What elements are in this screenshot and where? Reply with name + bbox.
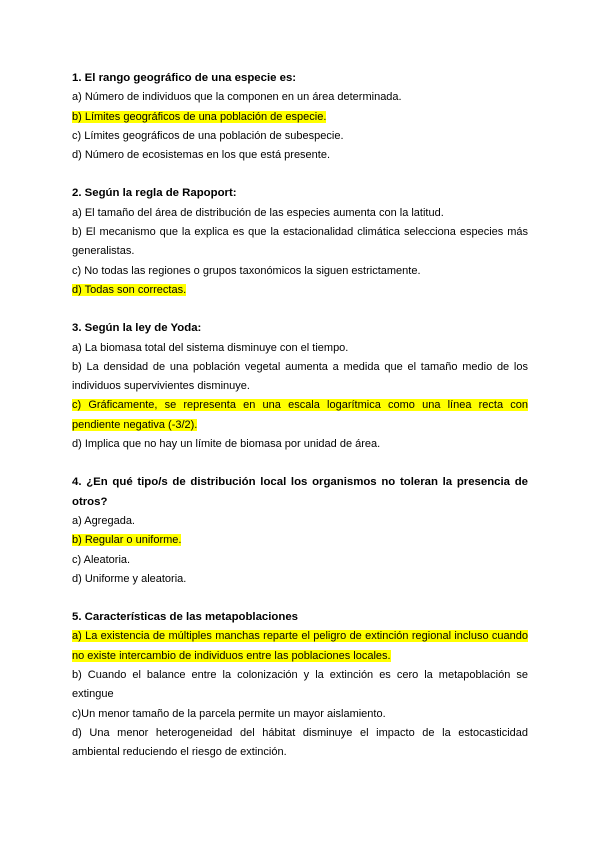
highlighted-answer: b) Regular o uniforme. — [72, 534, 182, 547]
option-b: b) La densidad de una población vegetal aumenta a medida que el tamaño medio de los individuos supervivientes disminuye. — [72, 360, 528, 393]
option-d: d) Uniforme y aleatoria. — [72, 572, 187, 585]
question-1 — [72, 69, 528, 165]
option-a — [72, 627, 528, 666]
option-a: a) El tamaño del área de distribución de las especies aumenta con la latitud. — [72, 206, 444, 219]
question-title: 3. Según la ley de Yoda: — [72, 322, 202, 335]
question-title: 5. Características de las metapoblaciones — [72, 611, 299, 624]
option-d — [72, 281, 528, 300]
question-title: 2. Según la regla de Rapoport: — [72, 187, 237, 200]
option-d: d) Implica que no hay un límite de biomasa por unidad de área. — [72, 438, 381, 451]
option-d: d) Número de ecosistemas en los que está presente. — [72, 149, 331, 162]
question-title: 1. El rango geográfico de una especie es: — [72, 72, 297, 84]
question-title: 4. ¿En qué tipo/s de distribución local los organismos no toleran la presencia de otros? — [72, 476, 528, 508]
option-a: a) Número de individuos que la componen en un área determinada. — [72, 91, 402, 104]
highlighted-answer: c) Gráficamente, se representa en una escala logarítmica como una línea recta con pendiente negativa (-3/2). — [72, 399, 528, 431]
option-c: c) Aleatoria. — [72, 553, 131, 566]
question-4 — [72, 473, 528, 589]
option-a: a) Agregada. — [72, 514, 135, 527]
highlighted-answer: d) Todas son correctas. — [72, 283, 187, 296]
option-b — [72, 531, 528, 550]
option-c: c)Un menor tamaño de la parcela permite un mayor aislamiento. — [72, 707, 386, 720]
option-c — [72, 396, 528, 435]
option-b: b) El mecanismo que la explica es que la estacionalidad climática selecciona especies más generalistas. — [72, 226, 528, 258]
option-d: d) Una menor heterogeneidad del hábitat disminuye el impacto de la estocasticidad ambiental reduciendo el riesgo de extinción. — [72, 726, 528, 759]
option-c: c) Límites geográficos de una población de subespecie. — [72, 129, 344, 142]
question-2 — [72, 184, 528, 300]
option-b — [72, 108, 528, 127]
question-3 — [72, 319, 528, 454]
highlighted-answer: b) Límites geográficos de una población de especie. — [72, 110, 327, 123]
option-a: a) La biomasa total del sistema disminuye con el tiempo. — [72, 341, 349, 354]
question-5 — [72, 608, 528, 762]
highlighted-answer: a) La existencia de múltiples manchas reparte el peligro de extinción regional incluso cuando no existe intercambio de individuos entre las poblaciones locales. — [72, 630, 528, 662]
option-b: b) Cuando el balance entre la colonización y la extinción es cero la metapoblación se extingue — [72, 669, 528, 701]
option-c: c) No todas las regiones o grupos taxonómicos la siguen estrictamente. — [72, 264, 421, 277]
